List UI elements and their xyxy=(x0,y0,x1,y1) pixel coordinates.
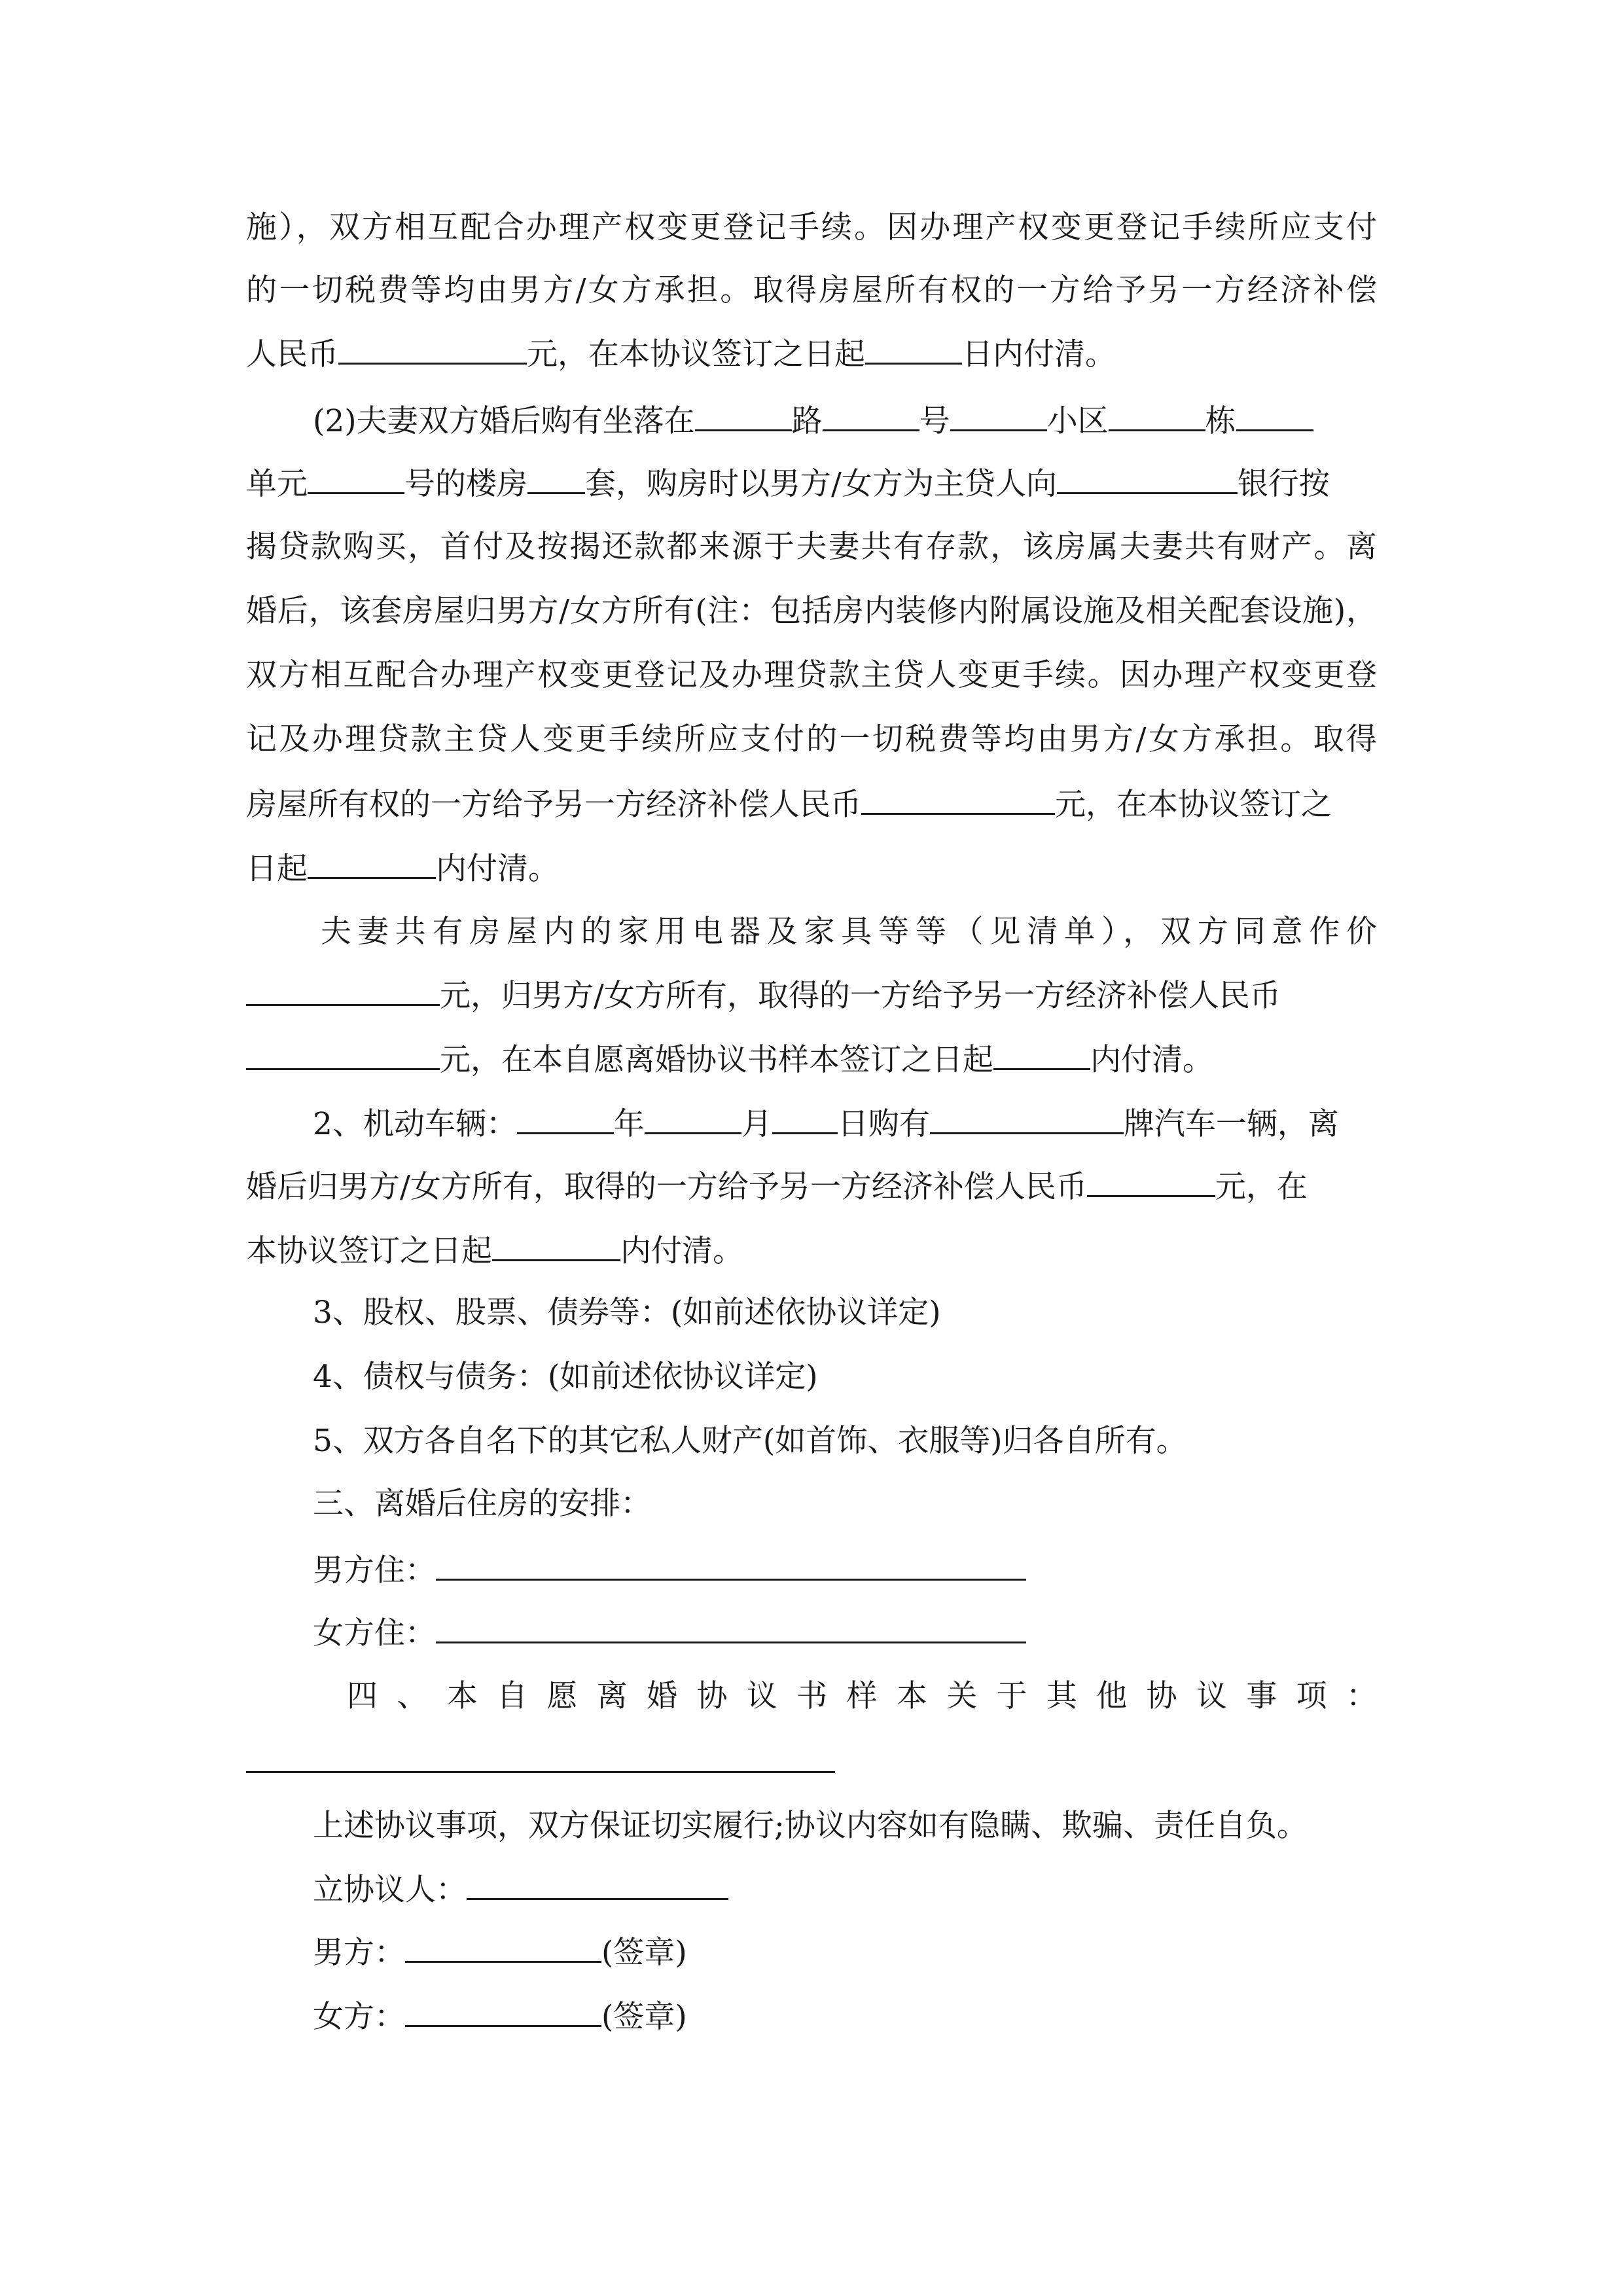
blank-field xyxy=(930,1103,1124,1134)
paragraph-line: 房屋所有权的一方给予另一方经济补偿人民币 元，在本协议签订之 xyxy=(246,784,1377,823)
paragraph-line: 5、双方各自名下的其它私人财产(如首饰、衣服等)归各自所有。 xyxy=(313,1423,1187,1459)
paragraph-line: 记及办理贷款主贷人变更手续所应支付的一切税费等均由男方/女方承担。取得 xyxy=(246,721,1377,757)
blank-field xyxy=(436,1613,1026,1643)
paragraph-line: 女方住： xyxy=(313,1613,1377,1652)
signature-line: 女方： (签章) xyxy=(313,1996,1377,2036)
paragraph-line: 4、债权与债务：(如前述依协议详定) xyxy=(313,1359,818,1395)
paragraph-line: 双方相互配合办理产权变更登记及办理贷款主贷人变更手续。因办理产权变更登 xyxy=(246,657,1377,693)
paragraph-line: 的一切税费等均由男方/女方承担。取得房屋所有权的一方给予另一方经济补偿 xyxy=(246,272,1377,308)
blank-field xyxy=(467,1869,728,1900)
blank-field xyxy=(405,1996,601,2027)
blank-field xyxy=(1236,401,1313,431)
section-heading: 四、本自愿离婚协议书样本关于其他协议事项： xyxy=(347,1678,1377,1714)
blank-field xyxy=(246,1039,440,1070)
blank-field xyxy=(246,975,440,1006)
blank-field xyxy=(772,1103,838,1134)
paragraph-line: 上述协议事项，双方保证切实履行;协议内容如有隐瞒、欺骗、责任自负。 xyxy=(313,1808,1308,1844)
blank-field xyxy=(405,1932,601,1963)
blank-field xyxy=(1057,463,1238,494)
blank-field xyxy=(517,1103,614,1134)
blank-field xyxy=(1087,1166,1215,1197)
blank-rule xyxy=(246,1771,835,1773)
paragraph-line: 男方住： xyxy=(313,1550,1377,1589)
blank-field xyxy=(865,334,962,365)
paragraph-line: 施），双方相互配合办理产权变更登记手续。因办理产权变更登记手续所应支付 xyxy=(246,209,1377,245)
blank-field xyxy=(308,463,404,494)
blank-field xyxy=(308,848,436,879)
paragraph-line: 人民币 元，在本协议签订之日起 日内付清。 xyxy=(246,334,1377,373)
blank-field xyxy=(645,1103,741,1134)
paragraph-line: 元，在本自愿离婚协议书样本签订之日起 内付清。 xyxy=(246,1039,1377,1079)
blank-field xyxy=(492,1230,620,1261)
paragraph-line: 3、股权、股票、债券等：(如前述依协议详定) xyxy=(313,1295,941,1331)
paragraph-line: 单元 号的楼房 套，购房时以男方/女方为主贷人向 银行按 xyxy=(246,463,1377,503)
blank-field xyxy=(527,463,585,494)
blank-field xyxy=(823,401,919,431)
paragraph-line: 日起 内付清。 xyxy=(246,848,1377,888)
blank-field xyxy=(1109,401,1205,431)
blank-field xyxy=(436,1550,1026,1581)
paragraph-line: 2、机动车辆： 年 月 日购有 牌汽车一辆，离 xyxy=(313,1103,1377,1143)
paragraph-line: 元，归男方/女方所有，取得的一方给予另一方经济补偿人民币 xyxy=(246,975,1377,1014)
paragraph-line: (2)夫妻双方婚后购有坐落在 路 号 小区 栋 xyxy=(313,401,1377,440)
blank-field xyxy=(993,1039,1090,1070)
blank-field xyxy=(861,784,1055,815)
paragraph-line: 本协议签订之日起 内付清。 xyxy=(246,1230,1377,1270)
signature-line: 立协议人： xyxy=(313,1869,1377,1909)
paragraph-line: 夫妻共有房屋内的家用电器及家具等等（见清单），双方同意作价 xyxy=(321,914,1377,950)
paragraph-line: 揭贷款购买，首付及按揭还款都来源于夫妻共有存款，该房属夫妻共有财产。离 xyxy=(246,529,1377,565)
paragraph-line: 婚后，该套房屋归男方/女方所有(注：包括房内装修内附属设施及相关配套设施)， xyxy=(246,593,1377,629)
blank-field xyxy=(338,334,527,365)
signature-line: 男方： (签章) xyxy=(313,1932,1377,1971)
section-heading: 三、离婚后住房的安排： xyxy=(313,1486,651,1522)
blank-field xyxy=(695,401,792,431)
paragraph-line: 婚后归男方/女方所有，取得的一方给予另一方经济补偿人民币 元，在 xyxy=(246,1166,1377,1206)
blank-field xyxy=(950,401,1047,431)
